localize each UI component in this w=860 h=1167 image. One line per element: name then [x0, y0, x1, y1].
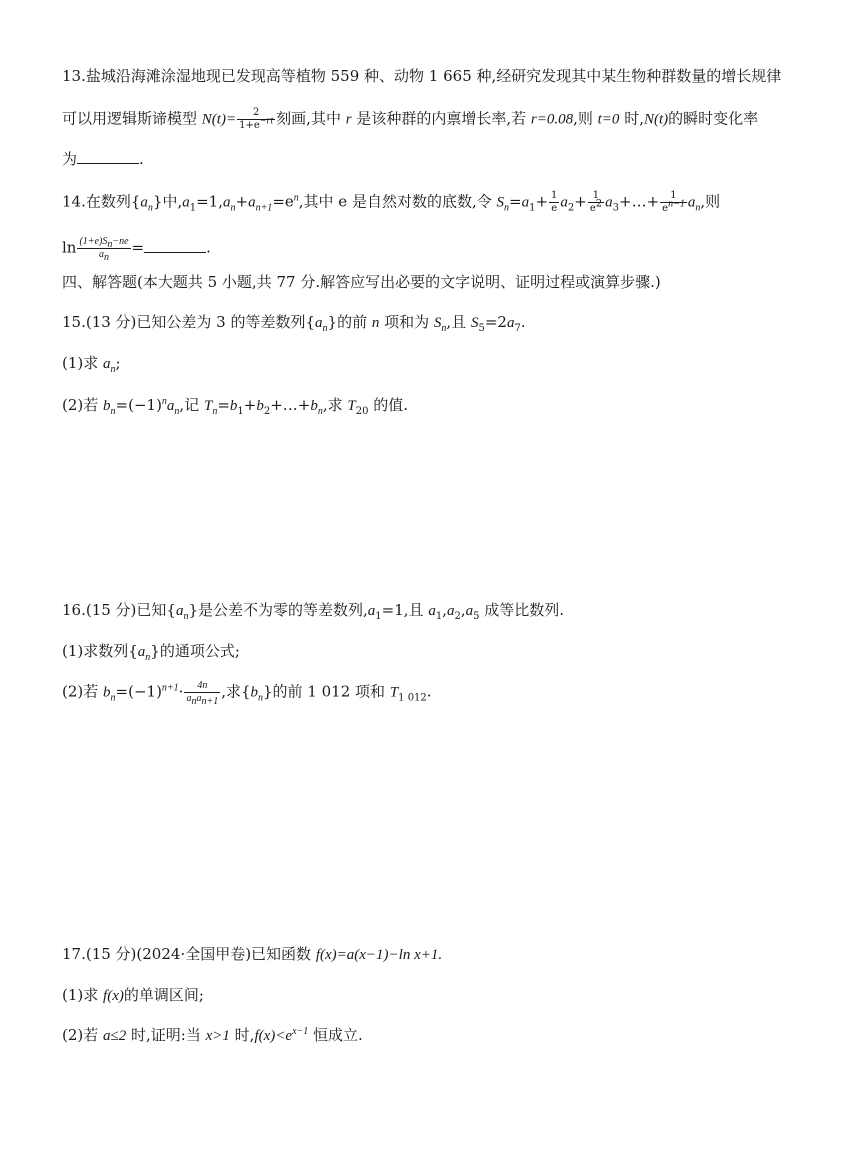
- q17-text: 恒成立.: [308, 1026, 363, 1044]
- q14-text: =e: [272, 192, 294, 211]
- q15-text: (2)若: [62, 396, 104, 414]
- q16-text: 16.(15 分)已知{: [62, 601, 176, 619]
- q13-text: .: [139, 150, 144, 168]
- q14-line-2: [62, 236, 820, 261]
- frac-exp: −rt: [259, 115, 274, 127]
- q15-text: 15.(13 分)已知公差为 3 的等差数列{: [62, 313, 316, 331]
- frac-num-text: (1+e)S: [79, 236, 108, 247]
- math-var: f(x): [103, 988, 124, 1004]
- q14-text: .: [206, 238, 211, 257]
- q16-part-1: (1)求数列$\{a_n\}$的通项公式;: [62, 642, 240, 663]
- q13-text: 可以用逻辑斯谛模型: [62, 109, 202, 128]
- frac-num: 4n: [184, 680, 220, 693]
- q14-text: =1,: [196, 192, 223, 211]
- q16-fraction: [184, 680, 220, 705]
- q15-text: ;: [115, 354, 121, 372]
- q14-fraction-2: [588, 190, 604, 215]
- frac-den-text: a: [98, 249, 104, 260]
- math-exp: n+1: [161, 682, 179, 694]
- q17-part-1: [62, 985, 820, 1006]
- math-var: N(t)=: [201, 111, 237, 128]
- q15-text: }的前: [327, 313, 372, 331]
- q17-line-1: [62, 944, 820, 965]
- q15-text: ,记: [179, 396, 204, 414]
- frac-den: $a_n$: [98, 249, 109, 263]
- q16-text: }是公差不为零的等差数列,: [188, 601, 368, 619]
- q13-text: 为: [62, 150, 78, 168]
- q13-text: 时,: [619, 109, 644, 128]
- frac-num: 2: [237, 107, 275, 120]
- math-var: a: [248, 194, 256, 211]
- q16-text: }的前 1 012 项和: [263, 682, 390, 701]
- math-var: a: [182, 194, 190, 211]
- q15-text: =2: [484, 313, 507, 331]
- q13-text: 13.盐城沿海滩涂湿地现已发现高等植物 559 种、动物 1 665 种,经研究发现其中某生物种群数量的增长规律: [62, 67, 782, 85]
- frac-num: 1: [588, 190, 604, 203]
- frac-num: 1: [551, 190, 558, 201]
- q17-text: 时,: [229, 1026, 255, 1044]
- q15-line-1: 15.(13 分)已知公差为 3 的等差数列$\{a_n\}$的前 n 项和为 $S_n$,且 $S_5=2a_7$.: [62, 313, 526, 334]
- q15-part-1: (1)求 $a_n$;: [62, 354, 121, 375]
- q14-text: ,则: [700, 192, 721, 211]
- q16-text: ,求{: [221, 682, 251, 701]
- frac-exp: 2: [595, 198, 603, 210]
- frac-den: [237, 115, 275, 132]
- math-var: n: [371, 315, 380, 331]
- q13-text: 刻画,其中: [276, 109, 346, 128]
- math-var: S: [496, 194, 504, 211]
- math-var: S: [470, 315, 479, 331]
- math-expr: f(x)<e: [254, 1028, 293, 1044]
- q17-text: 时,证明:当: [126, 1026, 206, 1044]
- q16-text: 成等比数列.: [479, 601, 565, 619]
- q15-part-2: (2)若 $b_n=(-1)^na_n$,记 $T_n=b_1+b_2+\dots+b_n$,求 $T_{20}$ 的值.: [62, 396, 409, 417]
- frac-den: [660, 198, 687, 215]
- q15-text: 的值.: [368, 396, 409, 414]
- q14-text: +: [235, 192, 249, 211]
- q13-fraction: [237, 107, 275, 132]
- q16-text: (2)若: [62, 682, 104, 701]
- q15-text: .: [520, 313, 526, 331]
- frac-num-text: −ne: [112, 236, 129, 247]
- q15-text: +…+: [270, 396, 311, 414]
- math-var: r: [345, 111, 352, 128]
- q14-text: +…+: [619, 192, 660, 211]
- math-exp: n: [293, 192, 299, 204]
- q14-text: 14.在数列{: [62, 192, 141, 211]
- q14-text: ln: [62, 238, 77, 257]
- frac-den: e: [551, 203, 558, 214]
- q15-text: =: [217, 396, 230, 414]
- q13-text: 是该种群的内禀增长率,若: [351, 109, 531, 128]
- frac-num: 1: [660, 190, 687, 203]
- q15-text: =(−1): [115, 396, 162, 414]
- answer-blank[interactable]: [77, 149, 139, 164]
- q16-text: ·: [178, 682, 184, 701]
- q17-part-2: [62, 1025, 820, 1046]
- q14-line-1: 14.在数列$\{a_n\}$中$,a_1=1,a_n+a_{n+1}=e^n$,其中 e 是自然对数的底数,令 $S_n=a_1+$ $\frac{1}{e}$ $a_2+$ $\frac{1}{e^2}$ $a_3+\dots+$ $\frac{1}{e^{n-1}}$ $a_n$,则: [62, 190, 721, 214]
- q17-text: (1)求: [62, 986, 104, 1004]
- math-expr: f(x)=a(x−1)−ln x+1.: [315, 947, 443, 963]
- frac-den: [588, 198, 604, 215]
- q13-line-1: [62, 66, 820, 86]
- q14-fraction-3: [660, 190, 687, 215]
- frac-den-text: e: [662, 203, 669, 214]
- q15-text: (1)求: [62, 354, 104, 372]
- frac-den: $a_na_{n+1}$: [186, 693, 219, 707]
- math-var: x>1: [205, 1028, 230, 1044]
- math-var: a≤2: [103, 1028, 127, 1044]
- section-heading-text: 四、解答题(本大题共 5 小题,共 77 分.解答应写出必要的文字说明、证明过程或演算步骤.): [62, 273, 661, 291]
- math-exp: x−1: [292, 1026, 309, 1037]
- q16-text: .: [426, 682, 432, 701]
- math-var: t=0: [597, 111, 620, 128]
- frac-den-text: 1+e: [239, 120, 260, 131]
- q15-text: ,且: [446, 313, 471, 331]
- q13-line-2: [62, 107, 820, 132]
- math-sub: 1 012: [398, 692, 427, 704]
- q16-line-1: 16.(15 分)已知$\{a_n\}$是公差不为零的等差数列$,a_1=1$,且 $a_1,a_2,a_5$ 成等比数列.: [62, 601, 565, 622]
- frac-exp: n−1: [668, 198, 685, 210]
- frac-den-text: e: [589, 203, 596, 214]
- q14-text: =: [131, 238, 145, 257]
- q14-fraction-1: [549, 190, 559, 215]
- q14-text: =: [508, 192, 522, 211]
- frac-num: $(1+e)S_n-ne$: [79, 236, 129, 250]
- math-var: a: [222, 194, 231, 211]
- q17-text: 17.(15 分)(2024·全国甲卷)已知函数: [62, 945, 316, 963]
- q13-text: ,则: [573, 109, 598, 128]
- q17-text: 的单调区间;: [123, 986, 204, 1004]
- q13-line-3: [62, 149, 820, 169]
- q14-text: ,其中 e 是自然对数的底数,令: [298, 192, 497, 211]
- q15-text: 项和为: [379, 313, 434, 331]
- q14-ln-fraction: [77, 236, 130, 261]
- q16-text: (1)求数列{: [62, 642, 138, 660]
- math-var: T: [389, 684, 399, 701]
- q16-part-2: (2)若 $b_n=(-1)^{n+1}\cdot$ $\frac{4n}{a_na_{n+1}}$ ,求$\{b_n\}$的前 1 012 项和 $T_{1 012}$.: [62, 680, 432, 707]
- math-var: N(t): [643, 111, 669, 128]
- q14-text: }中,: [152, 192, 183, 211]
- q16-text: =1,且: [381, 601, 429, 619]
- math-var: a: [140, 194, 148, 211]
- q16-text: =(−1): [115, 682, 162, 701]
- answer-blank[interactable]: [144, 238, 206, 253]
- q13-text: 的瞬时变化率: [668, 109, 759, 128]
- q16-text: }的通项公式;: [150, 642, 240, 660]
- q17-text: (2)若: [62, 1026, 104, 1044]
- section-heading: [62, 272, 820, 292]
- math-var: r=0.08: [530, 111, 574, 128]
- q15-text: ,求: [322, 396, 348, 414]
